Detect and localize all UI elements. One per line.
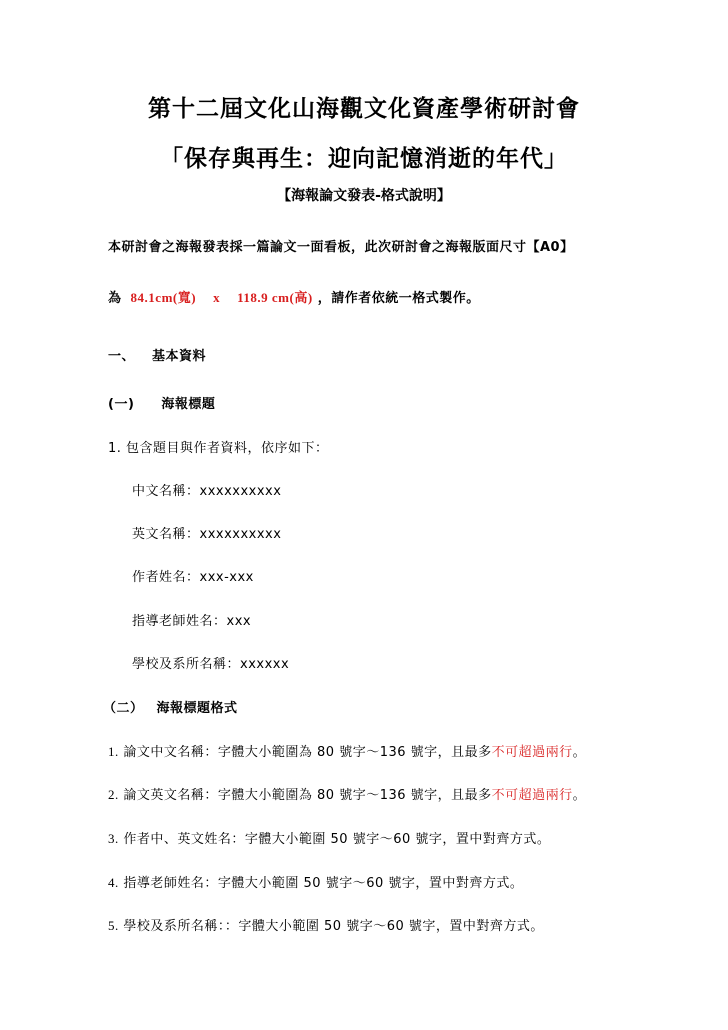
subsection-1-heading [108,393,215,412]
intro-line-2 [108,287,480,306]
field-english-name: 英文名稱：xxxxxxxxxx [132,527,282,542]
section-title: 【海報論文發表-格式說明】 [277,188,451,204]
format-item-5-number: 5. [108,918,119,933]
section-1-heading [108,345,206,364]
format-item-2 [108,784,586,803]
format-item-1-text: 論文中文名稱：字體大小範圍為 80 號字～136 號字，且最多 [123,745,492,760]
format-item-2-text: 論文英文名稱：字體大小範圍為 80 號字～136 號字，且最多 [123,788,492,803]
format-item-1-number: 1. [108,744,119,759]
field-author-name: 作者姓名：xxx-xxx [132,570,254,585]
conference-subtitle: 「保存與再生：迎向記憶消逝的年代」 [160,146,568,172]
format-item-5 [108,915,544,934]
subsection-2-title: 海報標題格式 [156,701,238,716]
format-item-2-end: 。 [572,788,587,803]
format-item-4-number: 4. [108,875,119,890]
item-1: 1. 包含題目與作者資料，依序如下： [108,441,329,456]
intro-line-1: 本研討會之海報發表採一篇論文一面看板，此次研討會之海報版面尺寸【A0】 [108,240,574,255]
section-1-title: 基本資料 [152,349,207,364]
format-item-1-emphasis: 不可超過兩行 [491,745,573,760]
format-item-1-end: 。 [572,745,587,760]
section-1-number: 一、 [108,349,136,364]
field-chinese-name: 中文名稱：xxxxxxxxxx [132,484,282,499]
conference-title: 第十二屆文化山海觀文化資產學術研討會 [148,96,580,122]
subsection-2-heading [103,697,238,716]
format-item-4 [108,872,523,891]
format-item-2-emphasis: 不可超過兩行 [491,788,573,803]
format-item-5-text: 學校及系所名稱：：字體大小範圍 50 號字～60 號字，置中對齊方式。 [123,919,544,934]
poster-width: 84.1cm(寬) [130,290,197,305]
format-item-1 [108,741,586,760]
intro-suffix: ，請作者依統一格式製作。 [317,291,480,306]
format-item-3 [108,828,550,847]
format-item-3-text: 作者中、英文姓名：字體大小範圍 50 號字～60 號字，置中對齊方式。 [123,832,551,847]
subsection-1-number: (一) [108,397,135,412]
poster-height: 118.9 cm(高) [237,290,313,305]
subsection-2-number: （二） [103,701,144,716]
intro-prefix: 為 [108,291,122,306]
times-sign: x [213,290,221,305]
format-item-3-number: 3. [108,831,119,846]
format-item-4-text: 指導老師姓名：字體大小範圍 50 號字～60 號字，置中對齊方式。 [123,876,524,891]
subsection-1-title: 海報標題 [161,397,216,412]
format-item-2-number: 2. [108,787,119,802]
field-school-dept: 學校及系所名稱：xxxxxx [132,657,290,672]
field-advisor-name: 指導老師姓名：xxx [132,614,252,629]
